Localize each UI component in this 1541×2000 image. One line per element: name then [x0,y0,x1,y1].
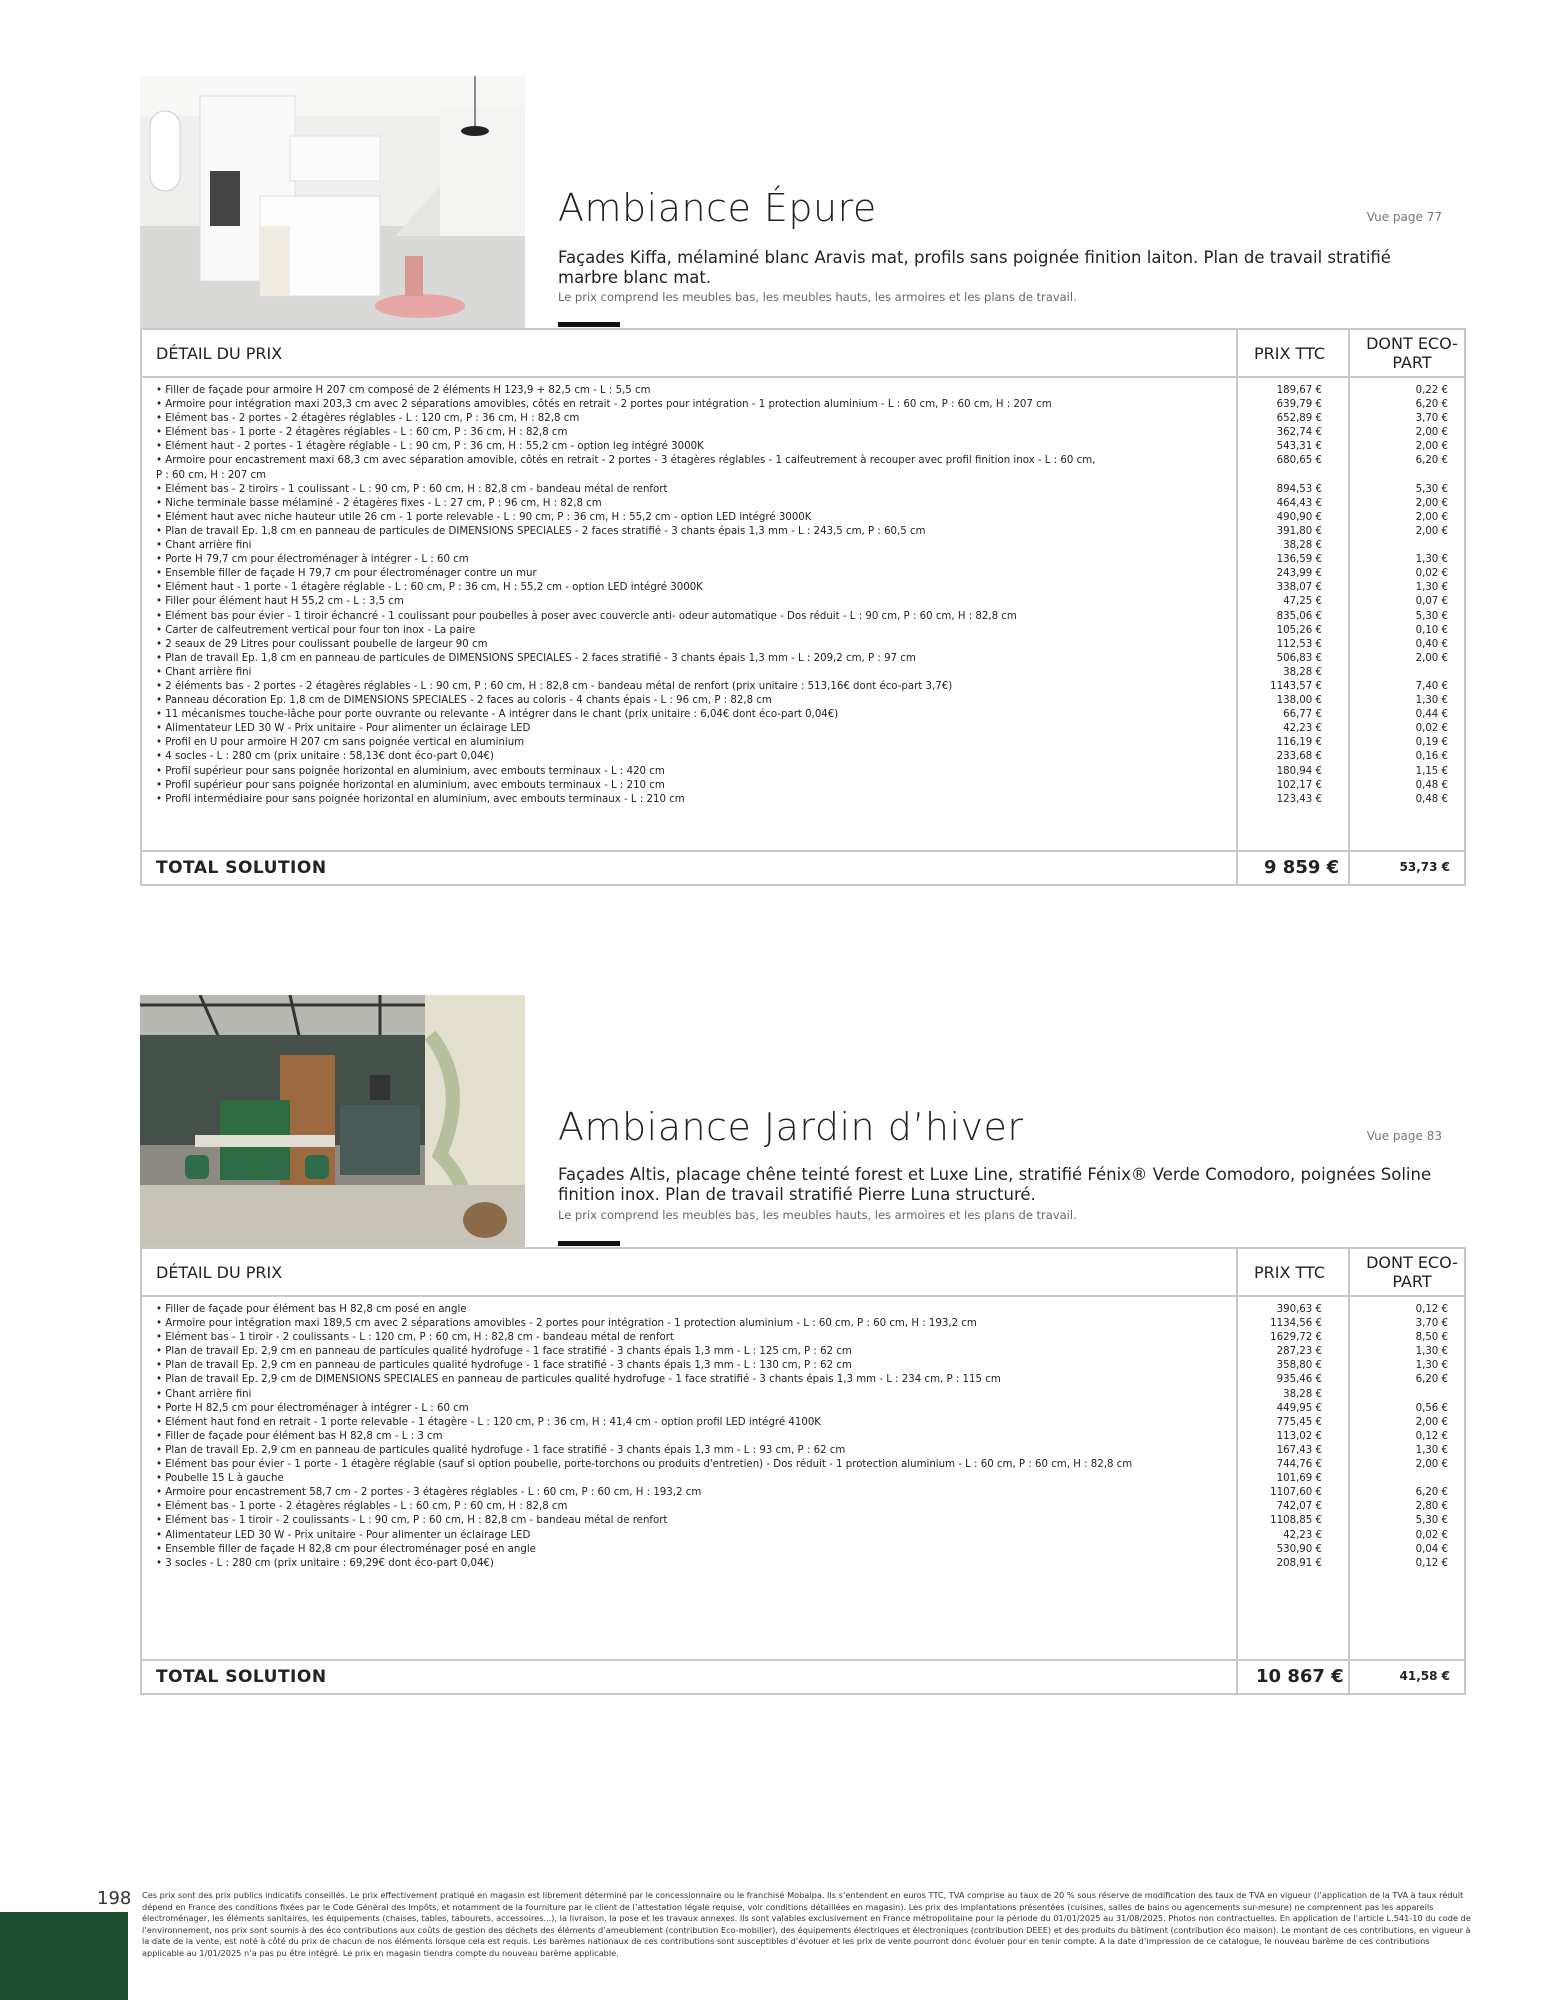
item-eco-part: 5,30 € [1415,610,1448,622]
item-eco-part: 6,20 € [1415,1374,1448,1386]
total-label: TOTAL SOLUTION [156,1667,327,1687]
item-eco-part: 5,30 € [1415,483,1448,495]
item-description: • Profil en U pour armoire H 207 cm sans poignée vertical en aluminium [156,737,525,749]
table-row [156,440,1464,454]
table-row [156,454,1464,468]
item-description: • 3 socles - L : 280 cm (prix unitaire : 69,29€ dont éco-part 0,04€) [156,1557,494,1569]
page-number: 198 [97,1888,132,1909]
item-price: 138,00 € [1276,695,1322,707]
table-row [156,722,1464,736]
item-description: • Plan de travail Ep. 2,9 cm en panneau de particules qualité hydrofuge - 1 face stratifié - 3 chants épais 1,3 mm - L : 93 cm, P : 62 cm [156,1444,846,1456]
item-description: • Plan de travail Ep. 2,9 cm de DIMENSIONS SPECIALES en panneau de particules qualité hydrofuge - 1 face stratifié - 3 chants épais 1,3 mm - L : 234 cm, P : 115 cm [156,1374,1001,1386]
table-row [156,1444,1464,1458]
table-row [156,469,1464,483]
item-eco-part: 0,48 € [1415,779,1448,791]
item-eco-part: 5,30 € [1415,1515,1448,1527]
table-row [156,1458,1464,1472]
total-eco-part: 41,58 € [1399,1669,1450,1683]
item-description: • Elément haut avec niche hauteur utile 26 cm - 1 porte relevable - L : 90 cm, P : 36 cm, H : 55,2 cm - option LED intégré 3000K [156,511,812,523]
item-price: 935,46 € [1276,1374,1322,1386]
table-row [156,1303,1464,1317]
item-eco-part: 0,44 € [1415,709,1448,721]
item-eco-part: 8,50 € [1415,1332,1448,1344]
item-eco-part: 0,07 € [1415,596,1448,608]
item-description: • Chant arrière fini [156,1388,252,1400]
item-price: 105,26 € [1276,624,1322,636]
section-subtitle: Le prix comprend les meubles bas, les meubles hauts, les armoires et les plans de travail. [558,1208,1077,1222]
item-eco-part: 0,56 € [1415,1402,1448,1414]
item-eco-part: 0,02 € [1415,723,1448,735]
item-description: • 4 socles - L : 280 cm (prix unitaire : 58,13€ dont éco-part 0,04€) [156,751,494,763]
item-price: 894,53 € [1276,483,1322,495]
item-eco-part: 1,30 € [1415,582,1448,594]
table-row [156,1416,1464,1430]
item-eco-part: 3,70 € [1415,413,1448,425]
item-description: • 2 seaux de 29 Litres pour coulissant poubelle de largeur 90 cm [156,638,488,650]
item-price: 1629,72 € [1270,1332,1322,1344]
item-price: 42,23 € [1283,1529,1322,1541]
item-eco-part: 0,22 € [1415,385,1448,396]
table-row [156,1359,1464,1373]
item-description: • Niche terminale basse mélaminé - 2 étagères fixes - L : 27 cm, P : 96 cm, H : 82,8 cm [156,497,602,509]
item-eco-part: 2,80 € [1415,1501,1448,1513]
kitchen-photo-jardin-hiver [140,995,525,1247]
item-price: 123,43 € [1276,793,1322,805]
table-row [156,1514,1464,1528]
table-header [142,1249,1464,1297]
item-price: 652,89 € [1276,413,1322,425]
header-eco: DONT ECO-PART [1366,334,1458,372]
page-reference: Vue page 77 [1366,210,1442,224]
item-eco-part: 1,15 € [1415,765,1448,777]
item-price: 287,23 € [1276,1346,1322,1358]
item-price: 464,43 € [1276,497,1322,509]
item-description: • Elément bas - 2 tiroirs - 1 coulissant - L : 90 cm, P : 60 cm, H : 82,8 cm - bandeau métal de renfort [156,483,668,495]
item-eco-part: 0,02 € [1415,1529,1448,1541]
item-eco-part: 6,20 € [1415,399,1448,411]
header-price: PRIX TTC [1254,344,1326,363]
item-description: • Profil supérieur pour sans poignée horizontal en aluminium, avec embouts terminaux - L : 420 cm [156,765,665,777]
item-eco-part: 1,30 € [1415,695,1448,707]
price-table [140,328,1466,886]
total-eco-part: 53,73 € [1399,860,1450,874]
item-price: 1108,85 € [1270,1515,1322,1527]
item-price: 338,07 € [1276,582,1322,594]
item-price: 1134,56 € [1270,1318,1322,1330]
item-description: • Alimentateur LED 30 W - Prix unitaire - Pour alimenter un éclairage LED [156,1529,531,1541]
item-description: • Filler pour élément haut H 55,2 cm - L : 3,5 cm [156,596,404,608]
table-row [156,750,1464,764]
item-price: 47,25 € [1283,596,1322,608]
table-row [156,1317,1464,1331]
item-eco-part: 2,00 € [1415,441,1448,453]
item-description: • Ensemble filler de façade H 79,7 cm pour électroménager contre un mur [156,568,537,580]
item-eco-part: 0,12 € [1415,1304,1448,1315]
item-eco-part: 0,19 € [1415,737,1448,749]
item-eco-part: 0,10 € [1415,624,1448,636]
section-ambiance-jardin-hiver [140,995,1458,1795]
item-description: • Filler de façade pour élément bas H 82,8 cm - L : 3 cm [156,1430,443,1442]
page-accent-bar [0,1912,128,2000]
table-row [156,567,1464,581]
item-price: 112,53 € [1276,638,1322,650]
item-price: 775,45 € [1276,1416,1322,1428]
item-description: • Poubelle 15 L à gauche [156,1473,284,1485]
table-row [156,426,1464,440]
item-price: 1107,60 € [1270,1487,1322,1499]
title-underline [558,1241,620,1246]
table-row [156,384,1464,398]
item-description: • Profil supérieur pour sans poignée horizontal en aluminium, avec embouts terminaux - L : 210 cm [156,779,665,791]
item-price: 449,95 € [1276,1402,1322,1414]
item-description: • Elément bas pour évier - 1 tiroir échancré - 1 coulissant pour poubelles à poser avec couvercle anti- odeur automatique - Dos réduit - L : 90 cm, P : 60 cm, H : 82,8 cm [156,610,1017,622]
item-description: • Plan de travail Ep. 1,8 cm en panneau de particules de DIMENSIONS SPECIALES - 2 faces stratifié - 3 chants épais 1,3 mm - L : 209,2 cm, P : 97 cm [156,652,916,664]
price-rows [156,384,1464,807]
item-eco-part: 3,70 € [1415,1318,1448,1330]
item-description: • Elément haut fond en retrait - 1 porte relevable - 1 étagère - L : 120 cm, P : 36 cm, H : 41,4 cm - option profil LED intégré 4100K [156,1416,821,1428]
item-eco-part: 0,02 € [1415,568,1448,580]
table-row [156,680,1464,694]
table-row [156,1486,1464,1500]
table-row [156,624,1464,638]
item-description: • Elément bas pour évier - 1 porte - 1 étagère réglable (sauf si option poubelle, porte-torchons ou produits d'entretien) - Dos réduit - 1 protection aluminium - L : 60 cm, P : 60 cm, H : 82,8 cm [156,1459,1133,1471]
item-description: • 11 mécanismes touche-lâche pour porte ouvrante ou relevante - A intégrer dans le chant (prix unitaire : 6,04€ dont éco-part 0,04€) [156,709,839,721]
item-price: 38,28 € [1283,540,1322,552]
table-row [156,1557,1464,1571]
item-price: 38,28 € [1283,666,1322,678]
item-price: 102,17 € [1276,779,1322,791]
item-price: 742,07 € [1276,1501,1322,1513]
table-row [156,1345,1464,1359]
item-eco-part: 2,00 € [1415,1416,1448,1428]
item-eco-part: 7,40 € [1415,680,1448,692]
item-description: • Porte H 79,7 cm pour électroménager à intégrer - L : 60 cm [156,554,469,566]
item-description: • Profil intermédiaire pour sans poignée horizontal en aluminium, avec embouts terminaux - L : 210 cm [156,793,685,805]
table-row [156,553,1464,567]
item-price: 362,74 € [1276,427,1322,439]
table-row [156,638,1464,652]
section-ambiance-epure [140,76,1458,886]
total-price: 10 867 € [1256,1666,1344,1687]
total-label: TOTAL SOLUTION [156,858,327,878]
item-eco-part: 0,04 € [1415,1543,1448,1555]
item-eco-part: 0,48 € [1415,793,1448,805]
item-price: 506,83 € [1276,652,1322,664]
item-eco-part: 1,30 € [1415,1360,1448,1372]
item-price: 66,77 € [1283,709,1322,721]
item-price: 38,28 € [1283,1388,1322,1400]
item-description: • Chant arrière fini [156,666,252,678]
table-row [156,652,1464,666]
table-row [156,666,1464,680]
table-row [156,1331,1464,1345]
table-row [156,610,1464,624]
table-row [156,1529,1464,1543]
header-detail: DÉTAIL DU PRIX [156,344,283,363]
item-price: 391,80 € [1276,525,1322,537]
table-row [156,483,1464,497]
table-row [156,511,1464,525]
item-eco-part: 1,30 € [1415,554,1448,566]
item-description: • Carter de calfeutrement vertical pour four ton inox - La paire [156,624,476,636]
item-price: 116,19 € [1276,737,1322,749]
table-row [156,793,1464,807]
item-eco-part: 0,40 € [1415,638,1448,650]
item-price: 189,67 € [1276,385,1322,396]
item-price: 490,90 € [1276,511,1322,523]
item-description: • Elément bas - 2 portes - 2 étagères réglables - L : 120 cm, P : 36 cm, H : 82,8 cm [156,413,580,425]
table-row [156,497,1464,511]
item-description: • Plan de travail Ep. 2,9 cm en panneau de particules qualité hydrofuge - 1 face stratifié - 3 chants épais 1,3 mm - L : 130 cm, P : 62 cm [156,1360,852,1372]
item-price: 358,80 € [1276,1360,1322,1372]
item-description: • Filler de façade pour armoire H 207 cm composé de 2 éléments H 123,9 + 82,5 cm - L : 5,5 cm [156,385,651,396]
table-row [156,736,1464,750]
legal-notice: Ces prix sont des prix publics indicatifs conseillés. Le prix effectivement pratiqué en magasin est librement déterminé par le concessionnaire ou le franchisé Mobalpa. Ils s’entendent en euros TTC, TVA comprise au taux de 20 % sous réserve de modification des taux de TVA en vigueur (l’application de la TVA à taux réduit dépend en France des conditions fixées par le Code Général des Impôts, et notamment de la fourniture par le client de l’attestation légale requise, voir conditions détaillées en magasin). Les prix des implantations présentées (cuisines, salles de bains ou agencements sur-mesure) ne comprennent pas les appareils électroménager, les éléments sanitaires, les équipements (chaises, tables, tabourets, accessoires...), la livraison, la pose et les travaux annexes. Ils sont valables exclusivement en France métropolitaine pour la période du 01/01/2025 au 31/08/2025. Photos non contractuelles. En application de l’article L.541-10 du code de l’environnement, nos prix sont soumis à des éco contributions aux coûts de gestion des déchets des éléments d’ameublement (contribution Eco-mobilier), des équipements électriques et électroniques (contribution DEEE) et des produits du bâtiment (contribution éco maison). Le montant de ces contributions, en vigueur à la date de la vente, est noté à côté du prix de chacun de nos éléments lorsque cela est requis. Les barèmes nationaux de ces contributions sont susceptibles d’évoluer et les prix de vente pourront donc évoluer pour en tenir compte. A la date d’impression de ce catalogue, le nouveau barème de ces contributions applicable au 1/01/2025 n’a pas pu être intégré. Le prix en magasin tiendra compte du nouveau barème applicable. [142,1890,1471,1958]
total-row [142,850,1464,884]
table-row [156,708,1464,722]
table-row [156,694,1464,708]
item-price: 530,90 € [1276,1543,1322,1555]
item-description: • Plan de travail Ep. 1,8 cm en panneau de particules de DIMENSIONS SPECIALES - 2 faces stratifié - 3 chants épais 1,3 mm - L : 243,5 cm, P : 60,5 cm [156,525,926,537]
item-description: • 2 éléments bas - 2 portes - 2 étagères réglables - L : 90 cm, P : 60 cm, H : 82,8 cm - bandeau métal de renfort (prix unitaire : 513,16€ dont éco-part 3,7€) [156,680,953,692]
item-price: 42,23 € [1283,723,1322,735]
item-eco-part: 2,00 € [1415,511,1448,523]
table-row [156,1500,1464,1514]
item-eco-part: 0,12 € [1415,1430,1448,1442]
table-row [156,1430,1464,1444]
item-description: P : 60 cm, H : 207 cm [156,469,267,481]
item-eco-part: 1,30 € [1415,1444,1448,1456]
table-row [156,525,1464,539]
table-row [156,1472,1464,1486]
item-price: 543,31 € [1276,441,1322,453]
item-description: • Elément haut - 2 portes - 1 étagère réglable - L : 90 cm, P : 36 cm, H : 55,2 cm - option leg intégré 3000K [156,441,704,453]
kitchen-photo-epure [140,76,525,328]
item-description: • Elément bas - 1 tiroir - 2 coulissants - L : 120 cm, P : 60 cm, H : 82,8 cm - bandeau métal de renfort [156,1332,674,1344]
price-table [140,1247,1466,1695]
item-price: 680,65 € [1276,455,1322,467]
header-price: PRIX TTC [1254,1263,1326,1282]
item-description: • Plan de travail Ep. 2,9 cm en panneau de particules qualité hydrofuge - 1 face stratifié - 3 chants épais 1,3 mm - L : 125 cm, P : 62 cm [156,1346,852,1358]
item-price: 1143,57 € [1270,680,1322,692]
table-row [156,595,1464,609]
item-eco-part: 0,16 € [1415,751,1448,763]
item-description: • Chant arrière fini [156,540,252,552]
item-eco-part: 2,00 € [1415,497,1448,509]
item-price: 167,43 € [1276,1444,1322,1456]
section-description: Façades Kiffa, mélaminé blanc Aravis mat, profils sans poignée finition laiton. Plan de travail stratifié marbre blanc mat. [558,248,1391,287]
item-price: 390,63 € [1276,1304,1322,1315]
page-reference: Vue page 83 [1366,1129,1442,1143]
table-row [156,539,1464,553]
item-price: 233,68 € [1276,751,1322,763]
item-price: 835,06 € [1276,610,1322,622]
item-description: • Armoire pour intégration maxi 203,3 cm avec 2 séparations amovibles, côtés en retrait - 2 portes pour intégration - 1 protection aluminium - L : 60 cm, P : 60 cm, H : 207 cm [156,399,1052,411]
total-row [142,1659,1464,1693]
section-description: Façades Altis, placage chêne teinté forest et Luxe Line, stratifié Fénix® Verde Comodoro, poignées Soline finition inox. Plan de travail stratifié Pierre Luna structuré. [558,1165,1432,1204]
item-price: 180,94 € [1276,765,1322,777]
table-row [156,398,1464,412]
table-row [156,412,1464,426]
table-row [156,765,1464,779]
item-description: • Armoire pour encastrement maxi 68,3 cm avec séparation amovible, côtés en retrait - 2 portes - 3 étagères réglables - 1 calfeutrement à recouper avec profil finition inox - L : 60 cm, [156,455,1096,467]
table-row [156,1388,1464,1402]
item-description: • Elément bas - 1 porte - 2 étagères réglables - L : 60 cm, P : 36 cm, H : 82,8 cm [156,427,568,439]
item-eco-part: 6,20 € [1415,1487,1448,1499]
header-detail: DÉTAIL DU PRIX [156,1263,283,1282]
item-description: • Elément haut - 1 porte - 1 étagère réglable - L : 60 cm, P : 36 cm, H : 55,2 cm - option LED intégré 3000K [156,582,703,594]
item-price: 136,59 € [1276,554,1322,566]
item-description: • Elément bas - 1 porte - 2 étagères réglables - L : 60 cm, P : 60 cm, H : 82,8 cm [156,1501,568,1513]
item-description: • Elément bas - 1 tiroir - 2 coulissants - L : 90 cm, P : 60 cm, H : 82,8 cm - bandeau métal de renfort [156,1515,668,1527]
total-price: 9 859 € [1264,857,1340,878]
item-description: • Armoire pour intégration maxi 189,5 cm avec 2 séparations amovibles - 2 portes pour intégration - 1 protection aluminium - L : 60 cm, P : 60 cm, H : 193,2 cm [156,1318,977,1330]
item-price: 208,91 € [1276,1557,1322,1569]
item-price: 101,69 € [1276,1473,1322,1485]
item-description: • Porte H 82,5 cm pour électroménager à intégrer - L : 60 cm [156,1402,469,1414]
item-description: • Armoire pour encastrement 58,7 cm - 2 portes - 3 étagères réglables - L : 60 cm, P : 60 cm, H : 193,2 cm [156,1487,702,1499]
table-row [156,1373,1464,1387]
item-price: 243,99 € [1276,568,1322,580]
header-eco: DONT ECO-PART [1366,1253,1458,1291]
item-price: 639,79 € [1276,399,1322,411]
item-price: 744,76 € [1276,1459,1322,1471]
item-eco-part: 2,00 € [1415,427,1448,439]
item-description: • Filler de façade pour élément bas H 82,8 cm posé en angle [156,1304,467,1315]
table-row [156,1543,1464,1557]
table-row [156,1402,1464,1416]
item-eco-part: 0,12 € [1415,1557,1448,1569]
item-price: 113,02 € [1276,1430,1322,1442]
title-underline [558,322,620,327]
table-row [156,581,1464,595]
table-row [156,779,1464,793]
item-eco-part: 6,20 € [1415,455,1448,467]
item-description: • Ensemble filler de façade H 82,8 cm pour électroménager posé en angle [156,1543,536,1555]
item-eco-part: 2,00 € [1415,652,1448,664]
item-description: • Panneau décoration Ep. 1,8 cm de DIMENSIONS SPECIALES - 2 faces au coloris - 4 chants épais - L : 96 cm, P : 82,8 cm [156,695,772,707]
price-rows [156,1303,1464,1571]
section-subtitle: Le prix comprend les meubles bas, les meubles hauts, les armoires et les plans de travail. [558,290,1077,304]
item-eco-part: 1,30 € [1415,1346,1448,1358]
item-eco-part: 2,00 € [1415,1459,1448,1471]
table-header [142,330,1464,378]
item-description: • Alimentateur LED 30 W - Prix unitaire - Pour alimenter un éclairage LED [156,723,531,735]
item-eco-part: 2,00 € [1415,525,1448,537]
section-title: Ambiance Jardin d’hiver [558,1105,1024,1149]
section-title: Ambiance Épure [558,186,877,230]
